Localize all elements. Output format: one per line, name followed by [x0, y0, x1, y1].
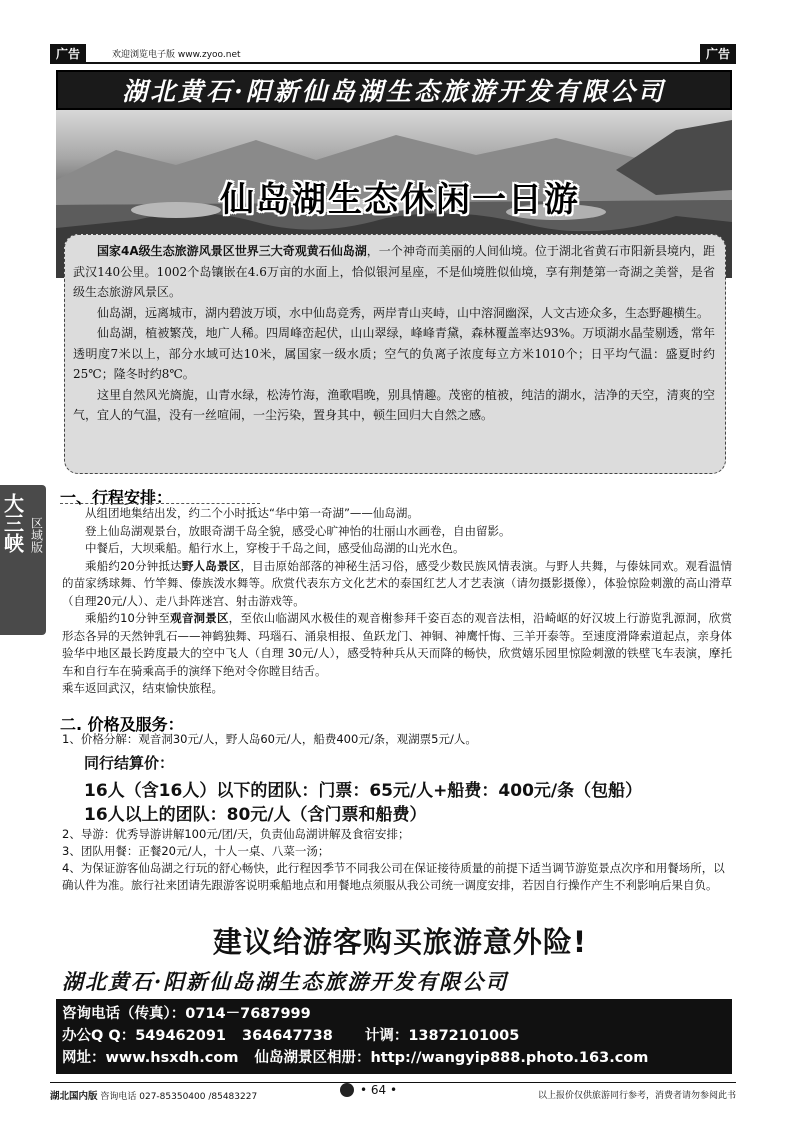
price-line-2: 16人以上的团队：80元/人（含门票和船费）: [84, 805, 427, 825]
contact-phone: 0714－7687999: [185, 1006, 311, 1022]
company-name: 湖北黄石·阳新仙岛湖生态旅游开发有限公司: [122, 77, 666, 106]
contact-box: [56, 999, 732, 1074]
insurance-slogan: 建议给游客购买旅游意外险!: [212, 925, 588, 959]
intro-highlight: 国家4A级生态旅游风景区世界三大奇观黄石仙岛湖: [97, 244, 367, 258]
intro-box: [64, 234, 726, 474]
itinerary-body: [62, 505, 732, 698]
itinerary-step: 乘船约20分钟抵达野人岛景区，目击原始部落的神秘生活习俗，感受少数民族风情表演。与野人共舞，与傣妹同欢。观看温情的苗家绣球舞、竹竿舞、傣族泼水舞等。欣赏代表东方文化艺术的泰国红艺人才艺表演（请勿摄影摄像），体验惊险刺激的高山滑草（自理20元/人）、走八卦阵迷宫、射击游戏等。: [62, 558, 733, 608]
itinerary-step: 中餐后，大坝乘船。船行水上，穿梭于千岛之间，感受仙岛湖的山光水色。: [85, 541, 465, 555]
contact-web-row: 网址：www.hsxdh.com 仙岛湖景区相册：http://wangyip888.photo.163.com: [62, 1050, 649, 1066]
footer-phones: 咨询电话 027-85350400 /85483227: [100, 1092, 258, 1102]
contact-phone-row: 咨询电话（传真）：0714－7687999: [62, 1006, 311, 1022]
top-bar: [50, 44, 736, 64]
ad-label-left: 广告: [50, 44, 86, 64]
site-text: 欢迎浏览电子版 www.zyoo.net: [112, 50, 241, 60]
website-link[interactable]: www.hsxdh.com: [105, 1050, 239, 1066]
ad-label-right: 广告: [700, 44, 736, 64]
main-title: 仙岛湖生态休闲一日游: [220, 180, 580, 220]
logo-icon: [340, 1083, 354, 1097]
pricing-item-1: 1、价格分解：观音洞30元/人，野人岛60元/人，船费400元/条，观湖票5元/人。: [62, 732, 477, 746]
contact-qq-row: 办公Q Q：549462091 364647738 计调：13872101005: [62, 1028, 520, 1044]
pricing-title: 二. 价格及服务：: [60, 715, 184, 734]
intro-paragraph-4: 这里自然风光旖旎，山青水绿，松涛竹海，渔歌唱晚，别具情趣。茂密的植被，纯洁的湖水，洁净的天空，清爽的空气，宜人的气温，没有一丝喧闹，一尘污染，置身其中，顿生回归大自然之感。: [73, 387, 715, 422]
itinerary-step: 乘船约10分钟至观音洞景区，至依山临湖风水极佳的观音榭参拜千姿百态的观音法相，沿崎岖的好汉坡上行游览乳源洞，欣赏形态各异的天然钟乳石——神鹤独舞、玛瑙石、涌泉相报、鱼跃龙门、神铜、神鹰忏悔、三羊开泰等。至速度滑降索道起点，亲身体验华中地区最长跨度最大的空中飞人（自理 30元/人），感受特种兵从天而降的畅快，欣赏嬉乐园里惊险刺激的铁壁飞车表演，摩托车和自行车在骑乘高手的演绎下绝对令你瞠目结舌。: [62, 611, 733, 678]
settle-title: 同行结算价：: [84, 754, 175, 772]
page-footer: [50, 1082, 736, 1102]
pricing-item-2: 2、导游：优秀导游讲解100元/团/天，负责仙岛湖讲解及食宿安排；: [62, 827, 410, 841]
company-banner: [56, 70, 732, 110]
intro-paragraph-3: 仙岛湖，植被繁茂，地广人稀。四周峰峦起伏，山山翠绿，峰峰青黛，森林覆盖率达93%。万顷湖水晶莹剔透，常年透明度7米以上，部分水域可达10米，属国家一级水质；空气的负离子浓度每立方米1010个；日平均气温：盛夏时约25℃；隆冬时约8℃。: [73, 326, 715, 381]
qq-2: 364647738: [242, 1028, 333, 1044]
company-footer: 湖北黄石·阳新仙岛湖生态旅游开发有限公司: [62, 969, 509, 994]
side-tab: [0, 485, 46, 635]
itinerary-title: 一、行程安排：: [60, 488, 173, 507]
itinerary-step: 登上仙岛湖观景台，放眼奇湖千岛全貌，感受心旷神怡的壮丽山水画卷，自由留影。: [85, 523, 511, 538]
album-link[interactable]: http://wangyip888.photo.163.com: [370, 1050, 649, 1066]
footer-disclaimer: 以上报价仅供旅游同行参考，消费者请勿参阅此书: [537, 1091, 736, 1101]
dispatch-phone: 13872101005: [408, 1028, 520, 1044]
pricing-item-3: 3、团队用餐：正餐20元/人，十人一桌、八菜一汤；: [62, 844, 330, 858]
pricing-item-4: 4、为保证游客仙岛湖之行玩的舒心畅快，此行程因季节不同我公司在保证接待质量的前提下适当调节游览景点次序和用餐场所，以确认件为准。旅行社来团请先跟游客说明乘船地点和用餐地点须服从我公司统一调度安排，若因自行操作产生不利影响后果自负。: [62, 861, 725, 892]
pricing-notes: [62, 826, 732, 894]
price-line-1: 16人（含16人）以下的团队：门票：65元/人+船费：400元/条（包船）: [84, 781, 643, 801]
page-number: • 64 •: [360, 1083, 398, 1097]
qq-1: 549462091: [135, 1028, 227, 1044]
itinerary-step: 乘车返回武汉，结束愉快旅程。: [62, 681, 223, 695]
side-tab-title: 大三峡: [0, 493, 25, 553]
side-tab-subtitle: 区域版: [29, 517, 44, 553]
edition-label: 湖北国内版: [50, 1091, 98, 1102]
section-divider: [60, 503, 260, 504]
intro-paragraph-1: 国家4A级生态旅游风景区世界三大奇观黄石仙岛湖，一个神奇而美丽的人间仙境。位于湖北省黄石市阳新县境内，距武汉140公里。1002个岛镶嵌在4.6万亩的水面上，恰似银河星座，不是仙境胜似仙境，享有荆楚第一奇湖之美誉，是省级生态旅游风景区。: [73, 244, 715, 299]
intro-paragraph-2: 仙岛湖，远离城市，湖内碧波万顷，水中仙岛竞秀，两岸青山夹峙，山中溶洞幽深，人文古迹众多，生态野趣横生。: [97, 305, 710, 320]
itinerary-step: 从组团地集结出发，约二个小时抵达“华中第一奇湖”——仙岛湖。: [85, 506, 419, 520]
